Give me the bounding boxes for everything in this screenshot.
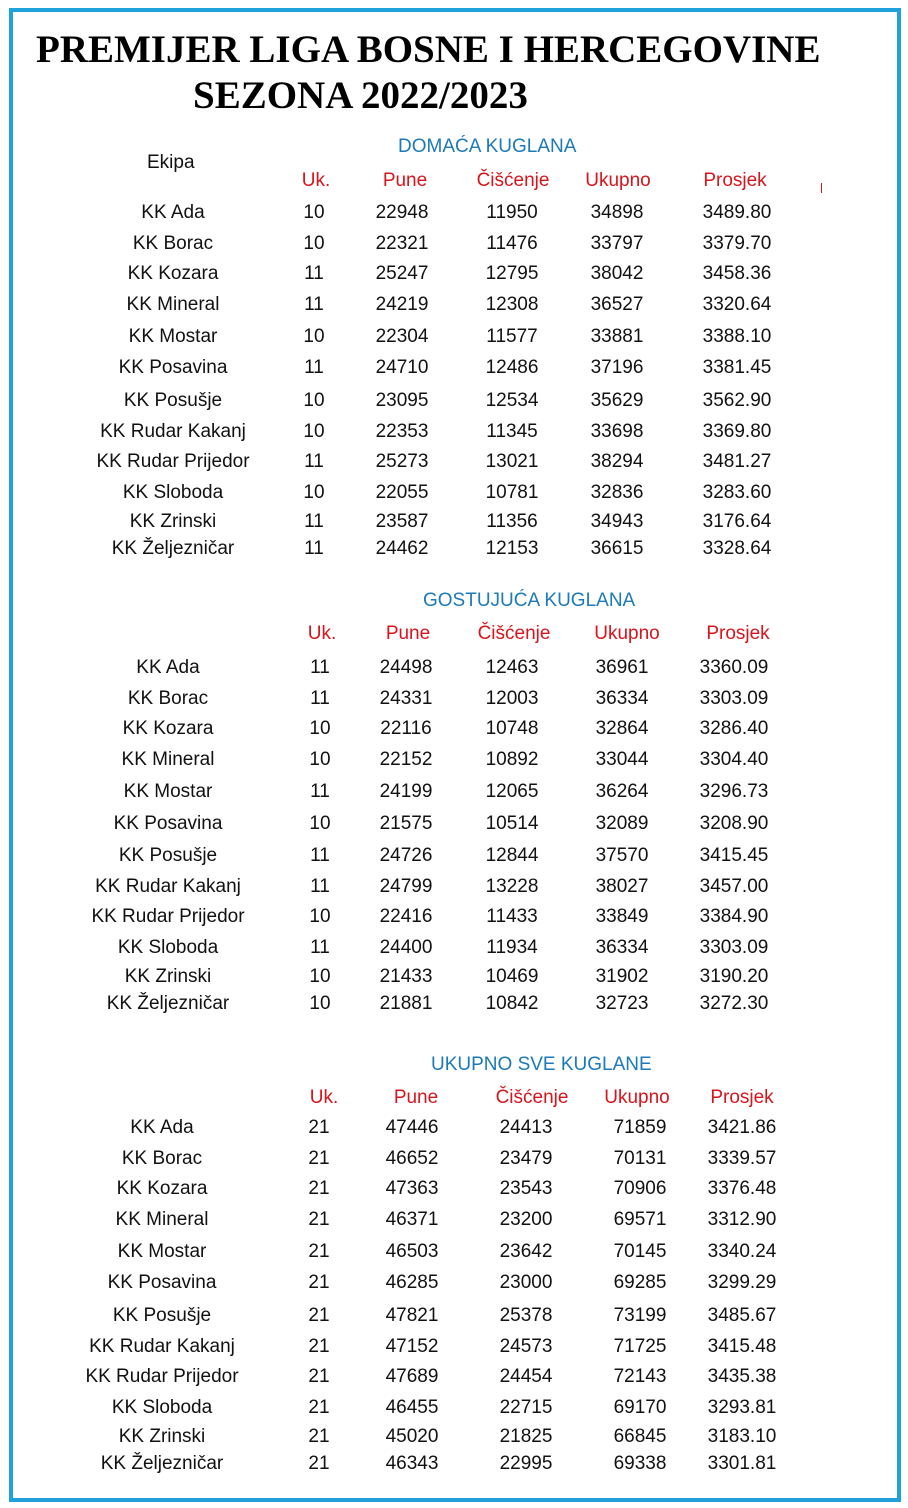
- games-cell: 10: [309, 813, 331, 834]
- pune-cell: 25273: [375, 451, 429, 472]
- games-cell: 21: [308, 1178, 330, 1199]
- pune-cell: 47821: [385, 1305, 439, 1326]
- ukupno-cell: 37196: [590, 357, 644, 378]
- pune-cell: 24219: [375, 294, 429, 315]
- games-cell: 21: [308, 1272, 330, 1293]
- pune-cell: 24498: [379, 657, 433, 678]
- team-name: KK Posavina: [113, 813, 223, 834]
- pune-cell: 22353: [375, 421, 429, 442]
- ukupno-cell: 36334: [595, 688, 649, 709]
- games-cell: 10: [309, 749, 331, 770]
- ciscenje-cell: 25378: [499, 1305, 553, 1326]
- ukupno-cell: 71859: [613, 1117, 667, 1138]
- prosjek-cell: 3304.40: [699, 749, 769, 770]
- pune-cell: 46343: [385, 1453, 439, 1474]
- ciscenje-cell: 12486: [485, 357, 539, 378]
- team-name: KK Željezničar: [111, 538, 235, 559]
- pune-cell: 47363: [385, 1178, 439, 1199]
- games-cell: 21: [308, 1241, 330, 1262]
- column-header: Ukupno: [604, 1087, 670, 1108]
- section-title: GOSTUJUĆA KUGLANA: [423, 590, 636, 611]
- ukupno-cell: 71725: [613, 1336, 667, 1357]
- column-header: Prosjek: [710, 1087, 774, 1108]
- games-cell: 11: [310, 688, 330, 709]
- games-cell: 11: [310, 937, 330, 958]
- pune-cell: 22948: [375, 202, 429, 223]
- ukupno-cell: 69285: [613, 1272, 667, 1293]
- ukupno-cell: 32864: [595, 718, 649, 739]
- pune-cell: 23587: [375, 511, 429, 532]
- team-name: KK Željezničar: [106, 993, 230, 1014]
- ciscenje-cell: 11476: [486, 233, 538, 254]
- prosjek-cell: 3208.90: [699, 813, 769, 834]
- team-name: KK Mostar: [117, 1241, 207, 1262]
- team-name: KK Posavina: [118, 357, 228, 378]
- games-cell: 11: [310, 781, 330, 802]
- ukupno-cell: 36961: [595, 657, 649, 678]
- prosjek-cell: 3360.09: [699, 657, 769, 678]
- ukupno-cell: 31902: [595, 966, 649, 987]
- games-cell: 10: [309, 906, 331, 927]
- ukupno-cell: 70145: [613, 1241, 667, 1262]
- team-name: KK Rudar Prijedor: [96, 451, 250, 472]
- ukupno-cell: 36527: [590, 294, 644, 315]
- prosjek-cell: 3376.48: [707, 1178, 777, 1199]
- games-cell: 11: [304, 263, 324, 284]
- games-cell: 11: [310, 845, 330, 866]
- ciscenje-cell: 10781: [485, 482, 539, 503]
- team-name: KK Ada: [136, 657, 200, 678]
- ciscenje-cell: 23642: [499, 1241, 553, 1262]
- games-cell: 10: [303, 390, 325, 411]
- ukupno-cell: 32836: [590, 482, 644, 503]
- ukupno-cell: 38294: [590, 451, 644, 472]
- ciscenje-cell: 10748: [485, 718, 539, 739]
- team-name: KK Borac: [132, 233, 214, 254]
- prosjek-cell: 3435.38: [707, 1366, 777, 1387]
- pune-cell: 25247: [375, 263, 429, 284]
- pune-cell: 46285: [385, 1272, 439, 1293]
- prosjek-cell: 3303.09: [699, 688, 769, 709]
- ciscenje-cell: 22995: [499, 1453, 553, 1474]
- decorative-mark: [821, 183, 822, 193]
- ukupno-cell: 33044: [595, 749, 649, 770]
- team-name: KK Posušje: [118, 845, 218, 866]
- ciscenje-cell: 11577: [486, 326, 538, 347]
- column-header: Čišćenje: [495, 1087, 569, 1108]
- games-cell: 10: [303, 233, 325, 254]
- ciscenje-cell: 10842: [485, 993, 539, 1014]
- pune-cell: 24710: [375, 357, 429, 378]
- team-name: KK Kozara: [116, 1178, 208, 1199]
- pune-cell: 22152: [379, 749, 433, 770]
- team-name: KK Kozara: [122, 718, 214, 739]
- team-name: KK Rudar Kakanj: [100, 421, 246, 442]
- prosjek-cell: 3328.64: [702, 538, 772, 559]
- pune-cell: 46503: [385, 1241, 439, 1262]
- team-name: KK Borac: [121, 1148, 203, 1169]
- prosjek-cell: 3381.45: [702, 357, 772, 378]
- ciscenje-cell: 23479: [499, 1148, 553, 1169]
- pune-cell: 21433: [379, 966, 433, 987]
- prosjek-cell: 3485.67: [707, 1305, 777, 1326]
- prosjek-cell: 3286.40: [699, 718, 769, 739]
- prosjek-cell: 3183.10: [707, 1426, 777, 1447]
- pune-cell: 24331: [379, 688, 433, 709]
- ciscenje-cell: 11356: [486, 511, 538, 532]
- ciscenje-cell: 24454: [499, 1366, 553, 1387]
- ciscenje-cell: 12534: [485, 390, 539, 411]
- ciscenje-cell: 10892: [485, 749, 539, 770]
- ukupno-cell: 36615: [590, 538, 644, 559]
- prosjek-cell: 3369.80: [702, 421, 772, 442]
- ukupno-cell: 36264: [595, 781, 649, 802]
- pune-cell: 23095: [375, 390, 429, 411]
- pune-cell: 45020: [385, 1426, 439, 1447]
- ukupno-cell: 33698: [590, 421, 644, 442]
- games-cell: 21: [308, 1336, 330, 1357]
- team-name: KK Posušje: [123, 390, 223, 411]
- team-name: KK Zrinski: [129, 511, 217, 532]
- pune-cell: 24799: [379, 876, 433, 897]
- team-name: KK Mineral: [121, 749, 215, 770]
- prosjek-cell: 3458.36: [702, 263, 772, 284]
- prosjek-cell: 3301.81: [707, 1453, 777, 1474]
- section-title: UKUPNO SVE KUGLANE: [431, 1054, 652, 1075]
- ukupno-cell: 66845: [613, 1426, 667, 1447]
- team-name: KK Posavina: [107, 1272, 217, 1293]
- team-name: KK Zrinski: [118, 1426, 206, 1447]
- ukupno-cell: 72143: [613, 1366, 667, 1387]
- games-cell: 21: [308, 1117, 330, 1138]
- ukupno-cell: 38042: [590, 263, 644, 284]
- pune-cell: 46371: [385, 1209, 439, 1230]
- team-name: KK Mineral: [115, 1209, 209, 1230]
- ciscenje-cell: 23200: [499, 1209, 553, 1230]
- prosjek-cell: 3272.30: [699, 993, 769, 1014]
- ciscenje-cell: 13021: [485, 451, 539, 472]
- column-header: Prosjek: [703, 170, 767, 191]
- ciscenje-cell: 12153: [485, 538, 539, 559]
- team-name: KK Sloboda: [117, 937, 219, 958]
- ukupno-cell: 36334: [595, 937, 649, 958]
- games-cell: 10: [303, 482, 325, 503]
- ukupno-cell: 32089: [595, 813, 649, 834]
- ciscenje-cell: 10514: [485, 813, 539, 834]
- games-cell: 11: [304, 451, 324, 472]
- ukupno-cell: 33797: [590, 233, 644, 254]
- pune-cell: 24400: [379, 937, 433, 958]
- pune-cell: 47152: [385, 1336, 439, 1357]
- ukupno-cell: 38027: [595, 876, 649, 897]
- ciscenje-cell: 11345: [486, 421, 538, 442]
- pune-cell: 24462: [375, 538, 429, 559]
- ciscenje-cell: 13228: [485, 876, 539, 897]
- team-name: KK Rudar Prijedor: [91, 906, 245, 927]
- team-column-label: Ekipa: [147, 152, 195, 173]
- games-cell: 21: [308, 1209, 330, 1230]
- team-name: KK Ada: [130, 1117, 194, 1138]
- ciscenje-cell: 24413: [499, 1117, 553, 1138]
- games-cell: 21: [308, 1366, 330, 1387]
- team-name: KK Borac: [127, 688, 209, 709]
- ciscenje-cell: 23543: [499, 1178, 553, 1199]
- pune-cell: 21575: [379, 813, 433, 834]
- games-cell: 21: [308, 1305, 330, 1326]
- column-header: Pune: [385, 623, 431, 644]
- prosjek-cell: 3312.90: [707, 1209, 777, 1230]
- prosjek-cell: 3415.48: [707, 1336, 777, 1357]
- ukupno-cell: 73199: [613, 1305, 667, 1326]
- season-subtitle: SEZONA 2022/2023: [193, 74, 528, 117]
- team-name: KK Sloboda: [122, 482, 224, 503]
- prosjek-cell: 3421.86: [707, 1117, 777, 1138]
- pune-cell: 22321: [375, 233, 429, 254]
- pune-cell: 22304: [375, 326, 429, 347]
- games-cell: 10: [309, 993, 331, 1014]
- team-name: KK Željezničar: [100, 1453, 224, 1474]
- games-cell: 11: [310, 657, 330, 678]
- column-header: Ukupno: [594, 623, 660, 644]
- games-cell: 10: [309, 718, 331, 739]
- prosjek-cell: 3176.64: [702, 511, 772, 532]
- column-header: Čišćenje: [476, 170, 550, 191]
- ciscenje-cell: 12308: [485, 294, 539, 315]
- prosjek-cell: 3190.20: [699, 966, 769, 987]
- games-cell: 11: [304, 538, 324, 559]
- games-cell: 10: [309, 966, 331, 987]
- ciscenje-cell: 12844: [485, 845, 539, 866]
- prosjek-cell: 3320.64: [702, 294, 772, 315]
- pune-cell: 47689: [385, 1366, 439, 1387]
- column-header: Pune: [393, 1087, 439, 1108]
- team-name: KK Mostar: [123, 781, 213, 802]
- games-cell: 21: [308, 1453, 330, 1474]
- team-name: KK Mostar: [128, 326, 218, 347]
- ciscenje-cell: 11950: [486, 202, 538, 223]
- prosjek-cell: 3562.90: [702, 390, 772, 411]
- ukupno-cell: 33849: [595, 906, 649, 927]
- pune-cell: 24726: [379, 845, 433, 866]
- pune-cell: 22416: [379, 906, 433, 927]
- prosjek-cell: 3283.60: [702, 482, 772, 503]
- games-cell: 11: [304, 511, 324, 532]
- prosjek-cell: 3388.10: [702, 326, 772, 347]
- prosjek-cell: 3296.73: [699, 781, 769, 802]
- pune-cell: 21881: [379, 993, 433, 1014]
- games-cell: 10: [303, 326, 325, 347]
- games-cell: 21: [308, 1397, 330, 1418]
- ukupno-cell: 69571: [613, 1209, 667, 1230]
- games-cell: 10: [303, 202, 325, 223]
- ukupno-cell: 32723: [595, 993, 649, 1014]
- games-cell: 10: [303, 421, 325, 442]
- ciscenje-cell: 10469: [485, 966, 539, 987]
- team-name: KK Rudar Prijedor: [85, 1366, 239, 1387]
- section-title: DOMAĆA KUGLANA: [398, 136, 577, 157]
- pune-cell: 46455: [385, 1397, 439, 1418]
- games-cell: 11: [304, 357, 324, 378]
- games-cell: 11: [310, 876, 330, 897]
- team-name: KK Rudar Kakanj: [95, 876, 241, 897]
- games-cell: 21: [308, 1148, 330, 1169]
- team-name: KK Posušje: [112, 1305, 212, 1326]
- team-name: KK Kozara: [127, 263, 219, 284]
- prosjek-cell: 3293.81: [707, 1397, 777, 1418]
- prosjek-cell: 3379.70: [702, 233, 772, 254]
- ukupno-cell: 70906: [613, 1178, 667, 1199]
- column-header: Uk.: [301, 170, 331, 191]
- ukupno-cell: 34898: [590, 202, 644, 223]
- column-header: Prosjek: [706, 623, 770, 644]
- team-name: KK Ada: [141, 202, 205, 223]
- page-title: PREMIJER LIGA BOSNE I HERCEGOVINE: [36, 28, 821, 71]
- prosjek-cell: 3339.57: [707, 1148, 777, 1169]
- prosjek-cell: 3415.45: [699, 845, 769, 866]
- team-name: KK Mineral: [126, 294, 220, 315]
- ukupno-cell: 69170: [613, 1397, 667, 1418]
- prosjek-cell: 3489.80: [702, 202, 772, 223]
- ukupno-cell: 35629: [590, 390, 644, 411]
- ukupno-cell: 34943: [590, 511, 644, 532]
- prosjek-cell: 3481.27: [702, 451, 772, 472]
- column-header: Pune: [382, 170, 428, 191]
- ukupno-cell: 69338: [613, 1453, 667, 1474]
- pune-cell: 22055: [375, 482, 429, 503]
- prosjek-cell: 3299.29: [707, 1272, 777, 1293]
- ciscenje-cell: 22715: [499, 1397, 553, 1418]
- prosjek-cell: 3303.09: [699, 937, 769, 958]
- ciscenje-cell: 11433: [486, 906, 538, 927]
- pune-cell: 22116: [380, 718, 432, 739]
- ciscenje-cell: 11934: [486, 937, 538, 958]
- team-name: KK Zrinski: [124, 966, 212, 987]
- column-header: Uk.: [309, 1087, 339, 1108]
- column-header: Čišćenje: [477, 623, 551, 644]
- ciscenje-cell: 24573: [499, 1336, 553, 1357]
- ciscenje-cell: 23000: [499, 1272, 553, 1293]
- ukupno-cell: 37570: [595, 845, 649, 866]
- team-name: KK Sloboda: [111, 1397, 213, 1418]
- prosjek-cell: 3384.90: [699, 906, 769, 927]
- pune-cell: 46652: [385, 1148, 439, 1169]
- prosjek-cell: 3340.24: [707, 1241, 777, 1262]
- pune-cell: 24199: [379, 781, 433, 802]
- ciscenje-cell: 12065: [485, 781, 539, 802]
- ukupno-cell: 70131: [613, 1148, 667, 1169]
- ciscenje-cell: 12463: [485, 657, 539, 678]
- games-cell: 21: [308, 1426, 330, 1447]
- pune-cell: 47446: [385, 1117, 439, 1138]
- ciscenje-cell: 12003: [485, 688, 539, 709]
- team-name: KK Rudar Kakanj: [89, 1336, 235, 1357]
- ukupno-cell: 33881: [590, 326, 644, 347]
- ciscenje-cell: 12795: [485, 263, 539, 284]
- column-header: Uk.: [307, 623, 337, 644]
- column-header: Ukupno: [585, 170, 651, 191]
- prosjek-cell: 3457.00: [699, 876, 769, 897]
- games-cell: 11: [304, 294, 324, 315]
- ciscenje-cell: 21825: [499, 1426, 553, 1447]
